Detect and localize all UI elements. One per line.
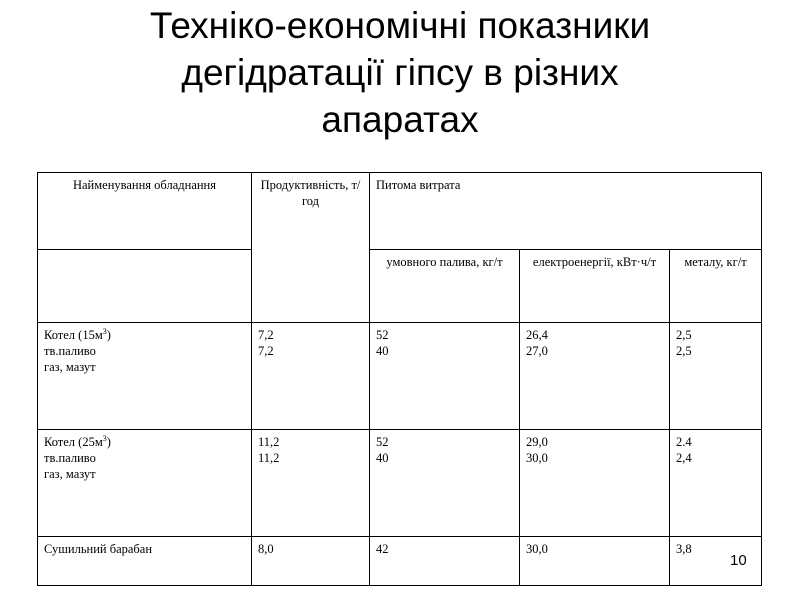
equipment-cell [38,323,252,430]
table-row [38,537,762,586]
value: 3,8 [676,542,692,556]
header-productivity: Продуктивність, т/год [252,173,370,323]
equipment-name: Котел $(15м^3)$ [44,326,111,342]
title-line: апаратах [321,99,479,140]
equipment-name: Котел $(25м^3)$ [44,433,111,449]
productivity-cell [252,537,370,586]
electricity-cell [520,430,670,537]
indicators-table [37,172,762,586]
metal-cell [670,430,762,537]
productivity-cell [252,430,370,537]
value: 2,4 [676,451,692,465]
value: 2,5 [676,328,692,342]
equipment-name: Сушильний барабан [44,542,153,556]
fuel-type: газ, мазут [44,467,96,481]
fuel-cell [370,430,520,537]
header-equipment: Найменування обладнання [38,173,252,250]
value: 11,2 [258,451,280,465]
value: 42 [376,542,389,556]
table-row [38,323,762,430]
value: 7,2 [258,328,274,342]
metal-cell [670,537,762,586]
header-row [38,173,762,250]
metal-cell [670,323,762,430]
title-line: дегідратації гіпсу в різних [181,52,619,93]
value: 29,0 [526,435,548,449]
value: 27,0 [526,344,548,358]
fuel-cell [370,323,520,430]
page-number: 10 [730,552,747,569]
fuel-type: газ, мазут [44,360,96,374]
productivity-cell [252,323,370,430]
fuel-cell [370,537,520,586]
value: 30,0 [526,542,548,556]
value: 8,0 [258,542,274,556]
electricity-cell [520,323,670,430]
title-line: Техніко-економічні показники [149,5,651,46]
header-fuel: умовного палива, кг/т [370,250,520,323]
subheader-row [38,250,762,323]
header-metal: металу, кг/т [670,250,762,323]
value: 2,5 [676,344,692,358]
value: 11,2 [258,435,280,449]
value: 2.4 [676,435,692,449]
equipment-cell [38,430,252,537]
value: 7,2 [258,344,274,358]
header-specific-consumption: Питома витрата [370,173,762,250]
equipment-cell [38,537,252,586]
value: 30,0 [526,451,548,465]
fuel-type: тв.паливо [44,344,96,358]
fuel-type: тв.паливо [44,451,96,465]
value: 26,4 [526,328,548,342]
header-empty-cell [38,250,252,323]
slide-title [0,2,800,143]
value: 40 [376,451,389,465]
value: 52 [376,435,389,449]
value: 40 [376,344,389,358]
value: 52 [376,328,389,342]
electricity-cell [520,537,670,586]
header-electricity: електроенергії, кВт·ч/т [520,250,670,323]
table-row [38,430,762,537]
